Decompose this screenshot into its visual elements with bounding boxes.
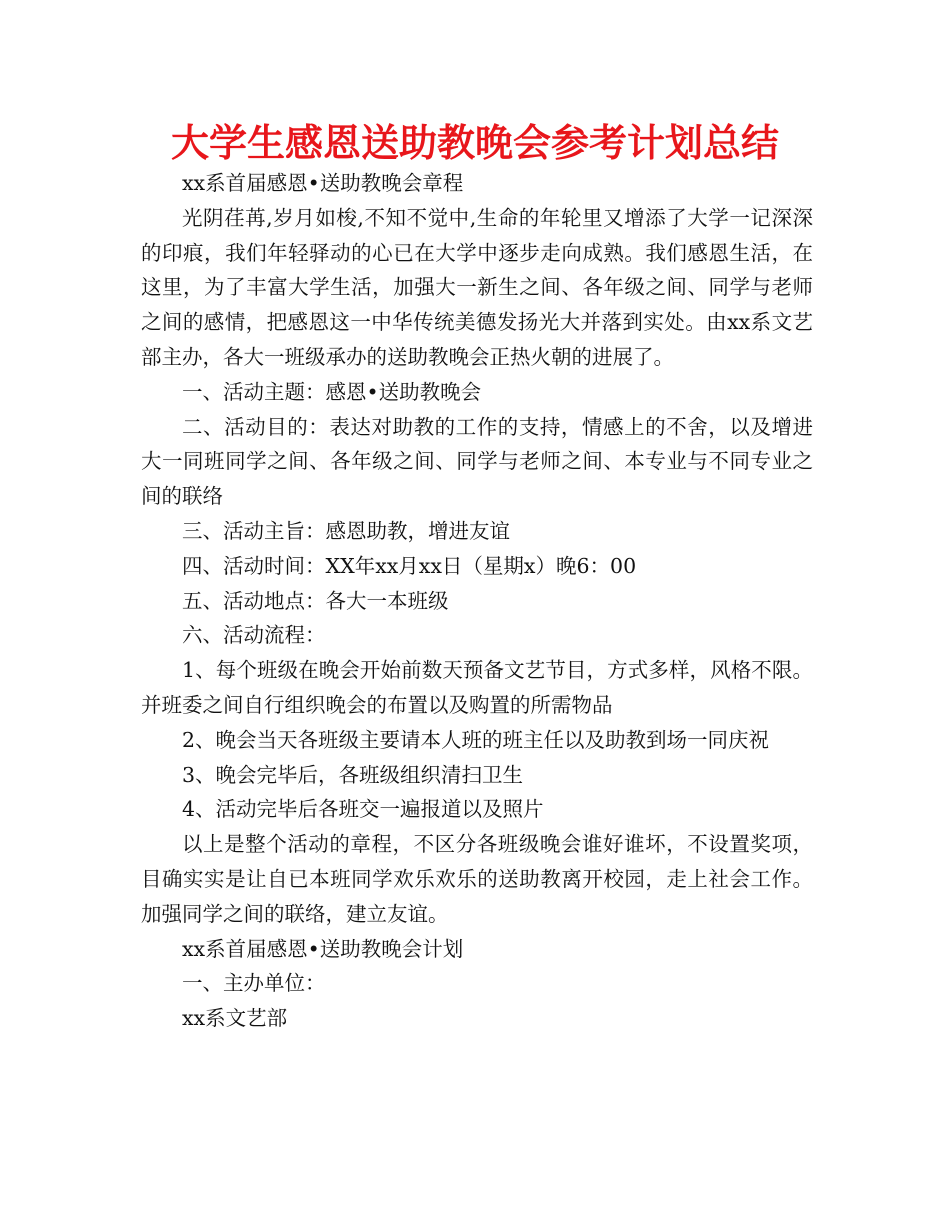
paragraph-step-4: 4、活动完毕后各班交一遍报道以及照片 <box>182 797 544 822</box>
paragraph-intro: 光阴荏苒,岁月如梭,不知不觉中,生命的年轮里又增添了大学一记深深的印痕，我们年轻驿动的心已在大学中逐步走向成熟。我们感恩生活，在这里，为了丰富大学生活，加强大一新生之间、各年级之间、同学与老师之间的感情，把感恩这一中华传统美德发扬光大并落到实处。由xx系文艺部主办，各大一班级承办的送助教晚会正热火朝的进展了。 <box>141 205 813 369</box>
paragraph-summary: 以上是整个活动的章程，不区分各班级晚会谁好谁坏，不设置奖项，目确实实是让自已本班同学欢乐欢乐的送助教离开校园，走上社会工作。加强同学之间的联络，建立友谊。 <box>141 832 813 926</box>
paragraph-organizer-heading: 一、主办单位： <box>182 971 326 996</box>
paragraph-step-3: 3、晚会完毕后，各班级组织清扫卫生 <box>182 762 524 787</box>
document-body <box>141 166 813 1036</box>
paragraph-charter-heading: xx系首届感恩•送助教晚会章程 <box>182 171 464 195</box>
paragraph-process-heading: 六、活动流程： <box>182 623 326 648</box>
paragraph-location: 五、活动地点：各大一本班级 <box>182 588 449 613</box>
document-title: 大学生感恩送助教晚会参考计划总结 <box>170 121 779 165</box>
paragraph-step-1: 1、每个班级在晚会开始前数天预备文艺节目，方式多样，风格不限。并班委之间自行组织晚会的布置以及购置的所需物品 <box>141 658 813 717</box>
paragraph-time: 四、活动时间：XX年xx月xx日（星期x）晚6：00 <box>182 553 637 578</box>
paragraph-organizer: xx系文艺部 <box>182 1006 288 1031</box>
paragraph-purpose: 二、活动目的：表达对助教的工作的支持，情感上的不舍，以及增进大一同班同学之间、各年级之间、同学与老师之间、本专业与不同专业之间的联络 <box>141 414 813 509</box>
paragraph-tenet: 三、活动主旨：感恩助教，增进友谊 <box>182 518 510 543</box>
paragraph-step-2: 2、晚会当天各班级主要请本人班的班主任以及助教到场一同庆祝 <box>182 727 770 752</box>
paragraph-theme: 一、活动主题：感恩•送助教晚会 <box>182 379 482 404</box>
paragraph-plan-heading: xx系首届感恩•送助教晚会计划 <box>182 936 464 961</box>
